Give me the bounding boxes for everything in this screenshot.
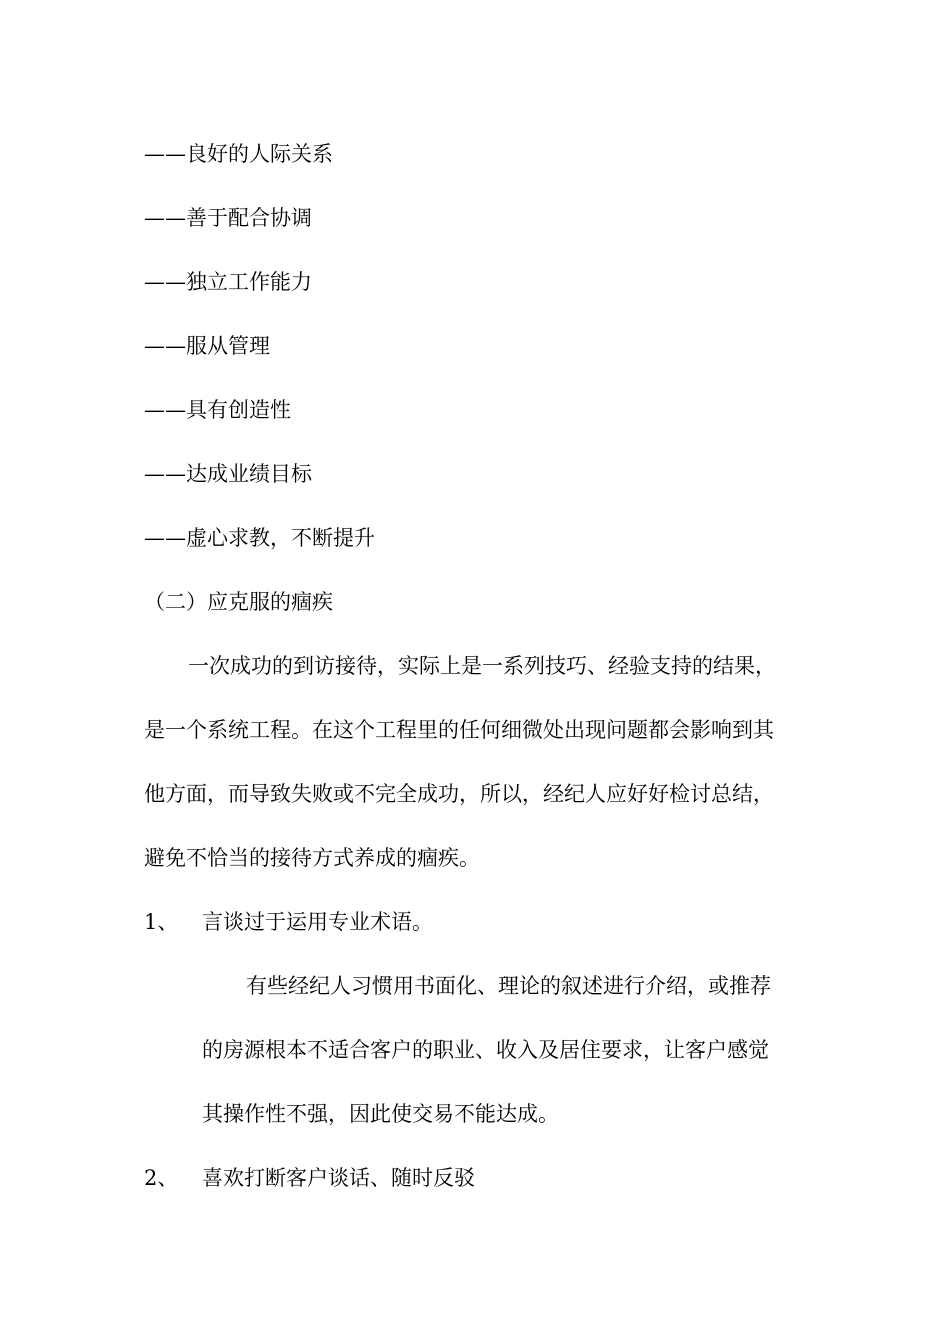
intro-paragraph-line: 一次成功的到访接待，实际上是一系列技巧、经验支持的结果， <box>188 654 776 678</box>
quality-item: ——服从管理 <box>144 334 270 358</box>
quality-item: ——达成业绩目标 <box>144 462 312 486</box>
section-heading: （二）应克服的痼疾 <box>144 590 333 614</box>
intro-paragraph-line: 他方面，而导致失败或不完全成功，所以，经纪人应好好检讨总结， <box>144 782 774 806</box>
item-title: 喜欢打断客户谈话、随时反驳 <box>202 1166 475 1190</box>
item-title: 言谈过于运用专业术语。 <box>202 910 433 934</box>
intro-paragraph-line: 是一个系统工程。在这个工程里的任何细微处出现问题都会影响到其 <box>144 718 774 742</box>
item-number: 2、 <box>144 1166 179 1190</box>
item-body-line: 有些经纪人习惯用书面化、理论的叙述进行介绍，或推荐 <box>246 974 771 998</box>
intro-paragraph-line: 避免不恰当的接待方式养成的痼疾。 <box>144 846 480 870</box>
item-number: 1、 <box>144 910 179 934</box>
quality-item: ——善于配合协调 <box>144 206 312 230</box>
quality-item: ——具有创造性 <box>144 398 291 422</box>
item-body-line: 的房源根本不适合客户的职业、收入及居住要求，让客户感觉 <box>202 1038 769 1062</box>
quality-item: ——独立工作能力 <box>144 270 312 294</box>
quality-item: ——虚心求教，不断提升 <box>144 526 375 550</box>
item-body-line: 其操作性不强，因此使交易不能达成。 <box>202 1102 559 1126</box>
quality-item: ——良好的人际关系 <box>144 142 333 166</box>
